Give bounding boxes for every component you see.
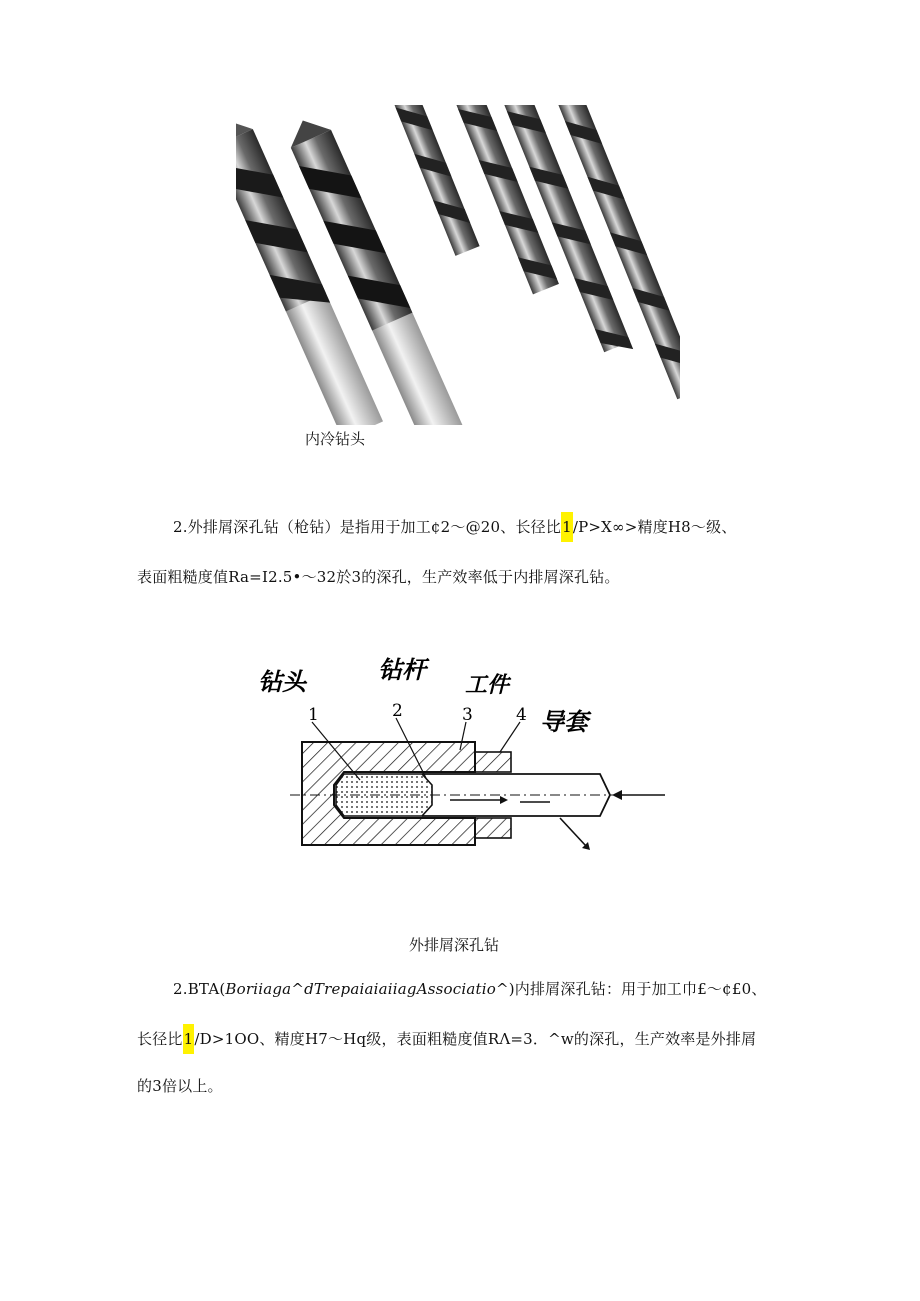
paragraph2-line3: 的3倍以上。 (137, 1077, 223, 1095)
paragraph2-line1 (173, 978, 767, 999)
paragraph1-line2: 表面粗糙度值Ra=I2.5•～32於3的深孔，生产效率低于内排屑深孔钻。 (137, 568, 620, 586)
gun-drill-diagram (250, 650, 670, 850)
p2-italic-text: Boriiaga^dTrepaiaiaiiagAssociatio^ (225, 980, 509, 998)
p1-text-b: /P>X∞>精度H8～级、 (572, 518, 737, 536)
p1-text-a: 2.外排屑深孔钻（枪钻）是指用于加工¢2～@20、长径比 (173, 518, 562, 536)
p2-text-a: 2.BTA( (173, 980, 226, 998)
label-drill-rod: 钻杆 (378, 656, 426, 684)
figure2-caption: 外排屑深孔钻 (409, 936, 500, 954)
highlight-mark: 1 (183, 1024, 195, 1054)
figure1-caption: 内冷钻头 (305, 430, 366, 448)
num-1: 1 (308, 705, 319, 725)
highlight-mark: 1 (561, 512, 573, 542)
num-3: 3 (462, 705, 473, 725)
label-guide-sleeve: 导套 (540, 708, 588, 736)
p2-text-b: )内排屑深孔钻：用于加工巾£～¢£0、 (508, 980, 767, 998)
label-workpiece: 工件 (465, 673, 510, 698)
paragraph2-line2 (137, 1028, 756, 1049)
drill-bits-photo (236, 105, 680, 425)
p2-line2-text-a: 长径比 (137, 1030, 183, 1048)
num-4: 4 (516, 705, 527, 725)
p2-line2-text-b: /D>1OO、精度H7～Hq级，表面粗糙度值RΛ=3．^w的深孔，生产效率是外排屑 (194, 1030, 757, 1048)
num-2: 2 (392, 701, 403, 721)
paragraph1-line1 (173, 516, 737, 537)
label-drill-head: 钻头 (258, 668, 306, 696)
